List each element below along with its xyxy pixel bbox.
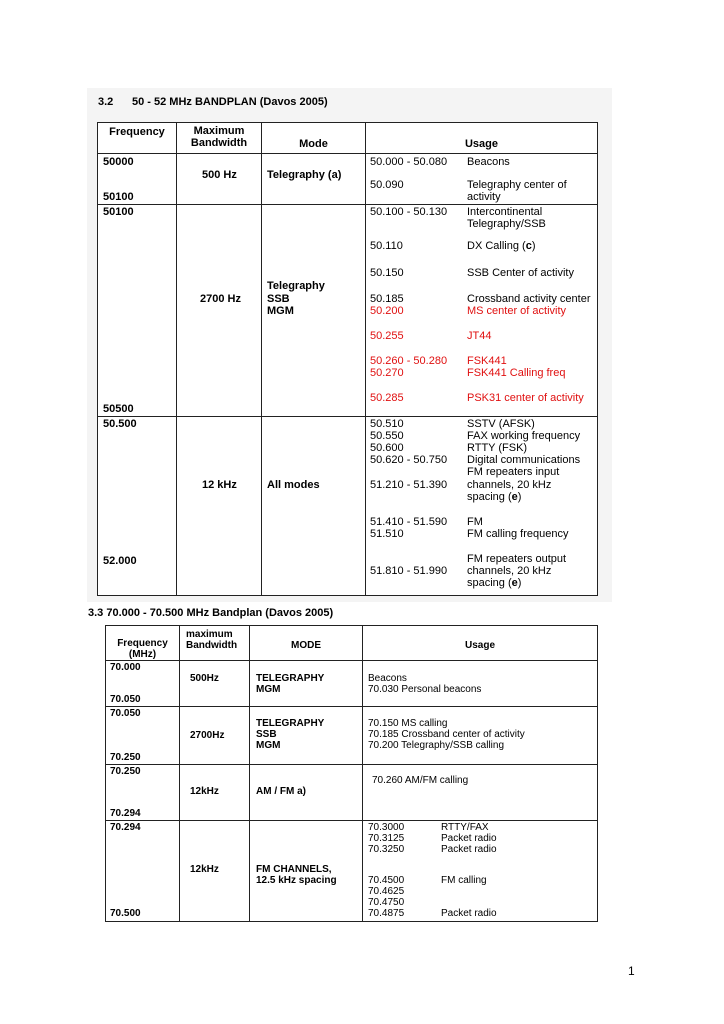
- bandplan-70mhz-table: [105, 625, 598, 922]
- bandplan-50mhz-table: [97, 122, 598, 596]
- usage-cell: 50.100 - 50.130 Intercontinental Telegraphy/SSB 50.110 DX Calling (c) 50.150 SSB Center of activity 50.185 Crossband activity center 50.200 MS center of activity 50.255 JT44 50.260 - 50.280 FSK441 50.270 FSK441 Calling freq 50.285 PSK31 center of activity: [366, 205, 598, 417]
- freq-cell: 50000 50100: [98, 154, 177, 205]
- freq-cell: 50100 50500: [98, 205, 177, 417]
- freq-cell: 70.000 70.050: [106, 661, 180, 707]
- freq-cell: 70.250 70.294: [106, 765, 180, 821]
- header-usage: Usage: [366, 123, 598, 154]
- bandwidth-cell: 12 kHz: [177, 417, 262, 596]
- bandwidth-cell: 12kHz: [180, 765, 250, 821]
- bandwidth-cell: 2700 Hz: [177, 205, 262, 417]
- bandwidth-cell: 2700Hz: [180, 707, 250, 765]
- section-title-2: 3.3 70.000 - 70.500 MHz Bandplan (Davos 2005): [88, 607, 334, 619]
- usage-cell: 50.000 - 50.080 Beacons 50.090 Telegraphy center of activity: [366, 154, 598, 205]
- section-number: 3.2: [98, 96, 114, 108]
- usage-cell: 70.260 AM/FM calling: [363, 765, 598, 821]
- section-title: 50 - 52 MHz BANDPLAN (Davos 2005): [132, 96, 328, 108]
- usage-cell: 50.510 SSTV (AFSK) 50.550 FAX working frequency 50.600 RTTY (FSK) 50.620 - 50.750 Digital communications FM repeaters input 51.210 - 51.390 channels, 20 kHz spacing (e) 51.410 - 51.590 FM 51.510 FM calling frequency FM repeaters output 51.810 - 51.990 channels, 20 kHz spacing (e): [366, 417, 598, 596]
- header-usage: Usage: [363, 626, 598, 661]
- header-bandwidth: Maximum Bandwidth: [177, 123, 262, 154]
- page-number: 1: [628, 964, 635, 978]
- freq-cell: 70.050 70.250: [106, 707, 180, 765]
- header-frequency: Frequency (MHz): [106, 626, 180, 661]
- freq-cell: 70.294 70.500: [106, 821, 180, 922]
- bandwidth-cell: 500Hz: [180, 661, 250, 707]
- mode-cell: AM / FM a): [250, 765, 363, 821]
- bandwidth-cell: 12kHz: [180, 821, 250, 922]
- mode-cell: FM CHANNELS, 12.5 kHz spacing: [250, 821, 363, 922]
- mode-cell: All modes: [262, 417, 366, 596]
- header-mode: Mode: [262, 123, 366, 154]
- header-bandwidth: maximum Bandwidth: [180, 626, 250, 661]
- header-mode: MODE: [250, 626, 363, 661]
- mode-cell: TELEGRAPHY SSB MGM: [250, 707, 363, 765]
- header-frequency: Frequency: [98, 123, 177, 154]
- mode-cell: Telegraphy (a): [262, 154, 366, 205]
- freq-cell: 50.500 52.000: [98, 417, 177, 596]
- mode-cell: Telegraphy SSB MGM: [262, 205, 366, 417]
- usage-cell: 70.150 MS calling 70.185 Crossband center of activity 70.200 Telegraphy/SSB calling: [363, 707, 598, 765]
- mode-cell: TELEGRAPHY MGM: [250, 661, 363, 707]
- usage-cell: 70.3000 RTTY/FAX 70.3125 Packet radio 70.3250 Packet radio 70.4500 FM calling 70.4625 70.4750 70.4875 Packet radio: [363, 821, 598, 922]
- bandwidth-cell: 500 Hz: [177, 154, 262, 205]
- usage-cell: Beacons 70.030 Personal beacons: [363, 661, 598, 707]
